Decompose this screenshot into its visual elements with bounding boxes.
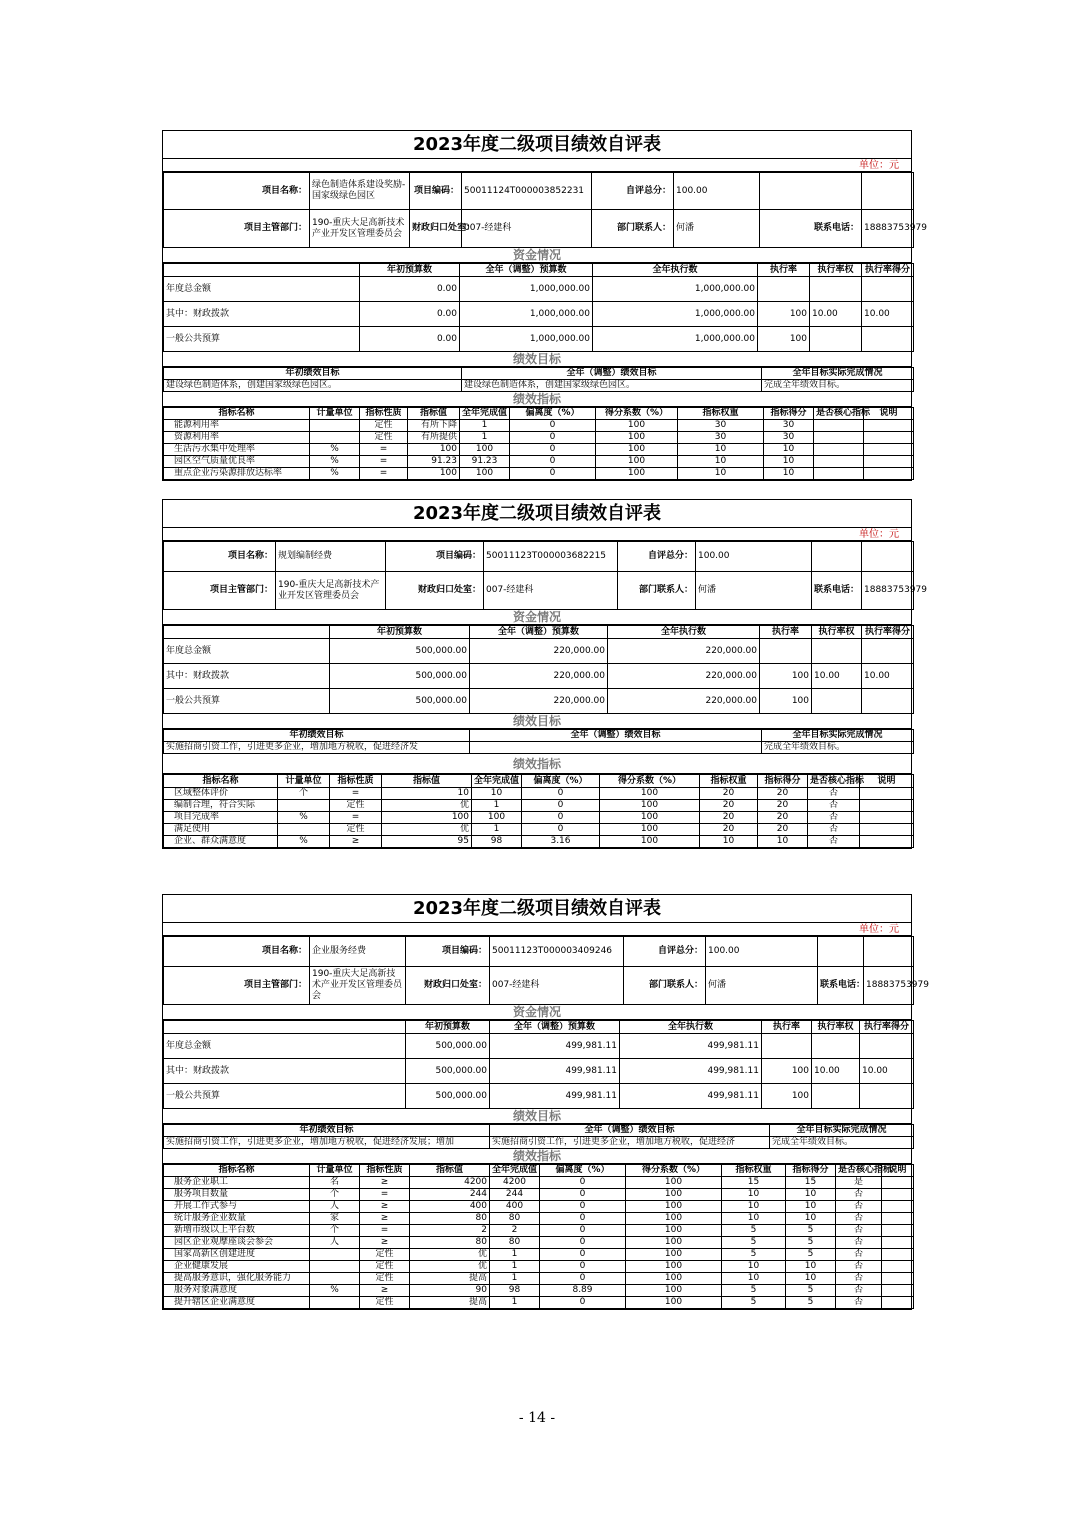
funds-header: 年初预算数 bbox=[406, 1021, 490, 1034]
indicators-table: 指标名称 计量单位 指标性质 指标值 全年完成值 偏离度（%） 得分系数（%） 指标权重 指标得分 是否核心指标 说明 能源利用率 定性 有所下降 1 0 100 30 30 资源利用率 定性 有所提供 1 0 100 30 30 生活污水集中处理率 % = 100 100 0 100 10 10 园区空气质量优良率 % = 91.23 91.23 0 100 10 10 重点企业污染源排放达标率 % = 100 100 0 100 10 10 bbox=[163, 407, 914, 480]
office-label: 财政归口处室： bbox=[406, 967, 490, 1005]
project-code-value: 50011124T000003852231 bbox=[462, 173, 592, 210]
self-score-value: 100.00 bbox=[696, 542, 812, 572]
funds-header: 执行率权 bbox=[812, 1021, 860, 1034]
phone-label: 联系电话： bbox=[760, 210, 862, 248]
funds-section-title: 资金情况 bbox=[163, 248, 911, 263]
indicator-row: 园区空气质量优良率 % = 91.23 91.23 0 100 10 10 bbox=[164, 456, 914, 468]
indicator-row: 服务项目数量 个 = 244 244 0 100 10 10 否 bbox=[164, 1189, 914, 1201]
unit-label: 单位：元 bbox=[163, 923, 911, 936]
funds-header: 执行率权 bbox=[810, 264, 862, 277]
indicators-section-title: 绩效指标 bbox=[163, 392, 911, 407]
goals-row: 建设绿色制造体系，创建国家级绿色园区。 建设绿色制造体系，创建国家级绿色园区。 完成全年绩效目标。 bbox=[164, 380, 914, 392]
contact-label: 部门联系人： bbox=[592, 210, 674, 248]
project-code-label: 项目编码： bbox=[410, 173, 462, 210]
form-title: 2023年度二级项目绩效自评表 bbox=[163, 500, 911, 528]
funds-row: 其中：财政拨款 0.00 1,000,000.00 1,000,000.00 100 10.00 10.00 bbox=[164, 302, 914, 327]
project-code-value: 50011123T000003409246 bbox=[490, 937, 624, 967]
self-score-label: 自评总分： bbox=[592, 173, 674, 210]
funds-section-title: 资金情况 bbox=[163, 610, 911, 625]
evaluation-form-1 bbox=[162, 130, 927, 481]
phone-value: 18883753979 bbox=[862, 572, 914, 610]
funds-header: 执行率 bbox=[760, 626, 812, 639]
indicator-row: 满足使用 定性 优 1 0 100 20 20 否 bbox=[164, 824, 914, 836]
funds-header: 执行率得分 bbox=[860, 1021, 914, 1034]
office-label: 财政归口处室： bbox=[386, 572, 484, 610]
goals-table: 年初绩效目标 全年（调整）绩效目标 全年目标实际完成情况 建设绿色制造体系，创建国家级绿色园区。 建设绿色制造体系，创建国家级绿色园区。 完成全年绩效目标。 bbox=[163, 367, 914, 392]
funds-header: 全年执行数 bbox=[620, 1021, 762, 1034]
project-info-table bbox=[163, 541, 927, 610]
goals-row: 实施招商引资工作，引进更多企业，增加地方税收，促进经济发 完成全年绩效目标。 bbox=[164, 742, 914, 754]
goals-row: 实施招商引资工作，引进更多企业，增加地方税收，促进经济发展；增加 实施招商引资工作，引进更多企业，增加地方税收，促进经济 完成全年绩效目标。 bbox=[164, 1137, 914, 1149]
evaluation-form-2 bbox=[162, 499, 927, 849]
self-score-value: 100.00 bbox=[706, 937, 818, 967]
goals-section-title: 绩效目标 bbox=[163, 714, 911, 729]
project-code-value: 50011123T000003682215 bbox=[484, 542, 618, 572]
indicator-row: 开展工作式参与 人 ≥ 400 400 0 100 10 10 否 bbox=[164, 1201, 914, 1213]
funds-row: 一般公共预算 500,000.00 499,981.11 499,981.11 100 bbox=[164, 1084, 914, 1109]
indicator-row: 新增市级以上平台数 个 = 2 2 0 100 5 5 否 bbox=[164, 1225, 914, 1237]
project-code-label: 项目编码： bbox=[386, 542, 484, 572]
funds-section-title: 资金情况 bbox=[163, 1005, 911, 1020]
funds-header: 全年（调整）预算数 bbox=[460, 264, 593, 277]
indicators-table: 指标名称 计量单位 指标性质 指标值 全年完成值 偏离度（%） 得分系数（%） 指标权重 指标得分 是否核心指标 说明 区域整体评价 个 = 10 10 0 100 20 20 否 编制合理，符合实际 定性 优 1 0 100 20 20 否 项目完成率 % = 100 100 0 100 20 20 否 满足使用 定性 优 1 0 100 20 20 否 企业、群众满意度 % ≥ 95 98 3.16 100 10 10 否 bbox=[163, 774, 914, 848]
dept-value: 190-重庆大足高新技术产业开发区管理委员会 bbox=[276, 572, 386, 610]
office-value: 007-经建科 bbox=[484, 572, 618, 610]
indicators-section-title: 绩效指标 bbox=[163, 754, 911, 774]
evaluation-form-3 bbox=[162, 894, 929, 1310]
project-name-value: 绿色制造体系建设奖励-国家级绿色园区 bbox=[310, 173, 410, 210]
funds-row: 一般公共预算 0.00 1,000,000.00 1,000,000.00 100 bbox=[164, 327, 914, 352]
dept-value: 190-重庆大足高新技术产业开发区管理委员会 bbox=[310, 967, 406, 1005]
office-value: 007-经建科 bbox=[462, 210, 592, 248]
project-info-table bbox=[163, 936, 929, 1005]
dept-label: 项目主管部门： bbox=[164, 572, 276, 610]
indicator-row: 国家高新区创建进度 定性 优 1 0 100 5 5 否 bbox=[164, 1249, 914, 1261]
funds-table bbox=[163, 1020, 914, 1109]
funds-header: 执行率 bbox=[758, 264, 810, 277]
funds-header: 执行率权 bbox=[812, 626, 862, 639]
phone-value: 18883753979 bbox=[862, 210, 914, 248]
form-title: 2023年度二级项目绩效自评表 bbox=[163, 895, 911, 923]
funds-row: 年度总金额 0.00 1,000,000.00 1,000,000.00 bbox=[164, 277, 914, 302]
project-name-value: 规划编制经费 bbox=[276, 542, 386, 572]
self-score-label: 自评总分： bbox=[624, 937, 706, 967]
indicator-row: 项目完成率 % = 100 100 0 100 20 20 否 bbox=[164, 812, 914, 824]
funds-header: 年初预算数 bbox=[360, 264, 460, 277]
indicator-row: 企业、群众满意度 % ≥ 95 98 3.16 100 10 10 否 bbox=[164, 836, 914, 848]
project-name-label: 项目名称： bbox=[164, 937, 310, 967]
funds-row: 一般公共预算 500,000.00 220,000.00 220,000.00 100 bbox=[164, 689, 914, 714]
indicator-row: 编制合理，符合实际 定性 优 1 0 100 20 20 否 bbox=[164, 800, 914, 812]
project-code-label: 项目编码： bbox=[406, 937, 490, 967]
indicator-row: 生活污水集中处理率 % = 100 100 0 100 10 10 bbox=[164, 444, 914, 456]
indicator-row: 区域整体评价 个 = 10 10 0 100 20 20 否 bbox=[164, 788, 914, 800]
indicators-table: 指标名称 计量单位 指标性质 指标值 全年完成值 偏离度（%） 得分系数（%） 指标权重 指标得分 是否核心指标 说明 服务企业职工 名 ≥ 4200 4200 0 100 15 15 是 服务项目数量 个 = 244 244 0 100 10 10 否 开展工作式参与 人 ≥ 400 400 0 100 10 10 否 统计服务企业数量 家 ≥ 80 80 0 100 10 10 否 新增市级以上平台数 个 = 2 2 0 100 5 5 否 园区企业观摩座谈会参会 人 ≥ 80 80 0 100 5 5 否 国家高新区创建进度 定性 优 1 0 100 5 5 否 企业健康发展 定性 优 1 0 100 10 10 否 提高服务意识，强化服务能力 定性 提高 1 0 100 10 10 否 服务对象满意度 % ≥ 90 98 8.89 100 5 5 否 提升辖区企业满意度 定性 提高 1 0 100 5 5 否 bbox=[163, 1164, 914, 1309]
dept-label: 项目主管部门： bbox=[164, 967, 310, 1005]
dept-label: 项目主管部门： bbox=[164, 210, 310, 248]
goals-table: 年初绩效目标 全年（调整）绩效目标 全年目标实际完成情况 实施招商引资工作，引进更多企业，增加地方税收，促进经济发展；增加 实施招商引资工作，引进更多企业，增加地方税收，促进经济 完成全年绩效目标。 bbox=[163, 1124, 914, 1149]
contact-label: 部门联系人： bbox=[624, 967, 706, 1005]
office-label: 财政归口处室： bbox=[410, 210, 462, 248]
phone-value: 18883753979 bbox=[864, 967, 914, 1005]
phone-label: 联系电话： bbox=[818, 967, 864, 1005]
funds-header: 全年（调整）预算数 bbox=[490, 1021, 620, 1034]
indicator-row: 服务对象满意度 % ≥ 90 98 8.89 100 5 5 否 bbox=[164, 1285, 914, 1297]
self-score-value: 100.00 bbox=[674, 173, 760, 210]
funds-row: 其中：财政拨款 500,000.00 220,000.00 220,000.00 100 10.00 10.00 bbox=[164, 664, 914, 689]
indicator-row: 能源利用率 定性 有所下降 1 0 100 30 30 bbox=[164, 420, 914, 432]
funds-row: 其中：财政拨款 500,000.00 499,981.11 499,981.11 100 10.00 10.00 bbox=[164, 1059, 914, 1084]
indicator-row: 重点企业污染源排放达标率 % = 100 100 0 100 10 10 bbox=[164, 468, 914, 480]
indicator-row: 服务企业职工 名 ≥ 4200 4200 0 100 15 15 是 bbox=[164, 1177, 914, 1189]
indicator-row: 资源利用率 定性 有所提供 1 0 100 30 30 bbox=[164, 432, 914, 444]
funds-table bbox=[163, 263, 914, 352]
office-value: 007-经建科 bbox=[490, 967, 624, 1005]
project-name-value: 企业服务经费 bbox=[310, 937, 406, 967]
phone-label: 联系电话： bbox=[812, 572, 862, 610]
form-title: 2023年度二级项目绩效自评表 bbox=[163, 131, 911, 159]
unit-label: 单位：元 bbox=[163, 528, 911, 541]
funds-row: 年度总金额 500,000.00 499,981.11 499,981.11 bbox=[164, 1034, 914, 1059]
funds-header: 执行率得分 bbox=[862, 626, 914, 639]
page-number: - 14 - bbox=[518, 1410, 556, 1426]
funds-row: 年度总金额 500,000.00 220,000.00 220,000.00 bbox=[164, 639, 914, 664]
funds-header: 执行率 bbox=[762, 1021, 812, 1034]
indicator-row: 提高服务意识，强化服务能力 定性 提高 1 0 100 10 10 否 bbox=[164, 1273, 914, 1285]
contact-label: 部门联系人： bbox=[618, 572, 696, 610]
contact-value: 何潘 bbox=[706, 967, 818, 1005]
funds-header: 执行率得分 bbox=[862, 264, 914, 277]
funds-header: 全年（调整）预算数 bbox=[470, 626, 608, 639]
indicators-section-title: 绩效指标 bbox=[163, 1149, 911, 1164]
funds-table bbox=[163, 625, 914, 714]
unit-label: 单位：元 bbox=[163, 159, 911, 172]
project-name-label: 项目名称： bbox=[164, 542, 276, 572]
indicator-row: 提升辖区企业满意度 定性 提高 1 0 100 5 5 否 bbox=[164, 1297, 914, 1309]
goals-table: 年初绩效目标 全年（调整）绩效目标 全年目标实际完成情况 实施招商引资工作，引进更多企业，增加地方税收，促进经济发 完成全年绩效目标。 bbox=[163, 729, 914, 754]
project-info-table bbox=[163, 172, 927, 248]
project-name-label: 项目名称： bbox=[164, 173, 310, 210]
self-score-label: 自评总分： bbox=[618, 542, 696, 572]
contact-value: 何潘 bbox=[696, 572, 812, 610]
dept-value: 190-重庆大足高新技术产业开发区管理委员会 bbox=[310, 210, 410, 248]
indicator-row: 统计服务企业数量 家 ≥ 80 80 0 100 10 10 否 bbox=[164, 1213, 914, 1225]
goals-section-title: 绩效目标 bbox=[163, 352, 911, 367]
funds-header: 全年执行数 bbox=[593, 264, 758, 277]
contact-value: 何潘 bbox=[674, 210, 760, 248]
indicator-row: 园区企业观摩座谈会参会 人 ≥ 80 80 0 100 5 5 否 bbox=[164, 1237, 914, 1249]
indicator-row: 企业健康发展 定性 优 1 0 100 10 10 否 bbox=[164, 1261, 914, 1273]
funds-header: 年初预算数 bbox=[330, 626, 470, 639]
funds-header: 全年执行数 bbox=[608, 626, 760, 639]
goals-section-title: 绩效目标 bbox=[163, 1109, 911, 1124]
